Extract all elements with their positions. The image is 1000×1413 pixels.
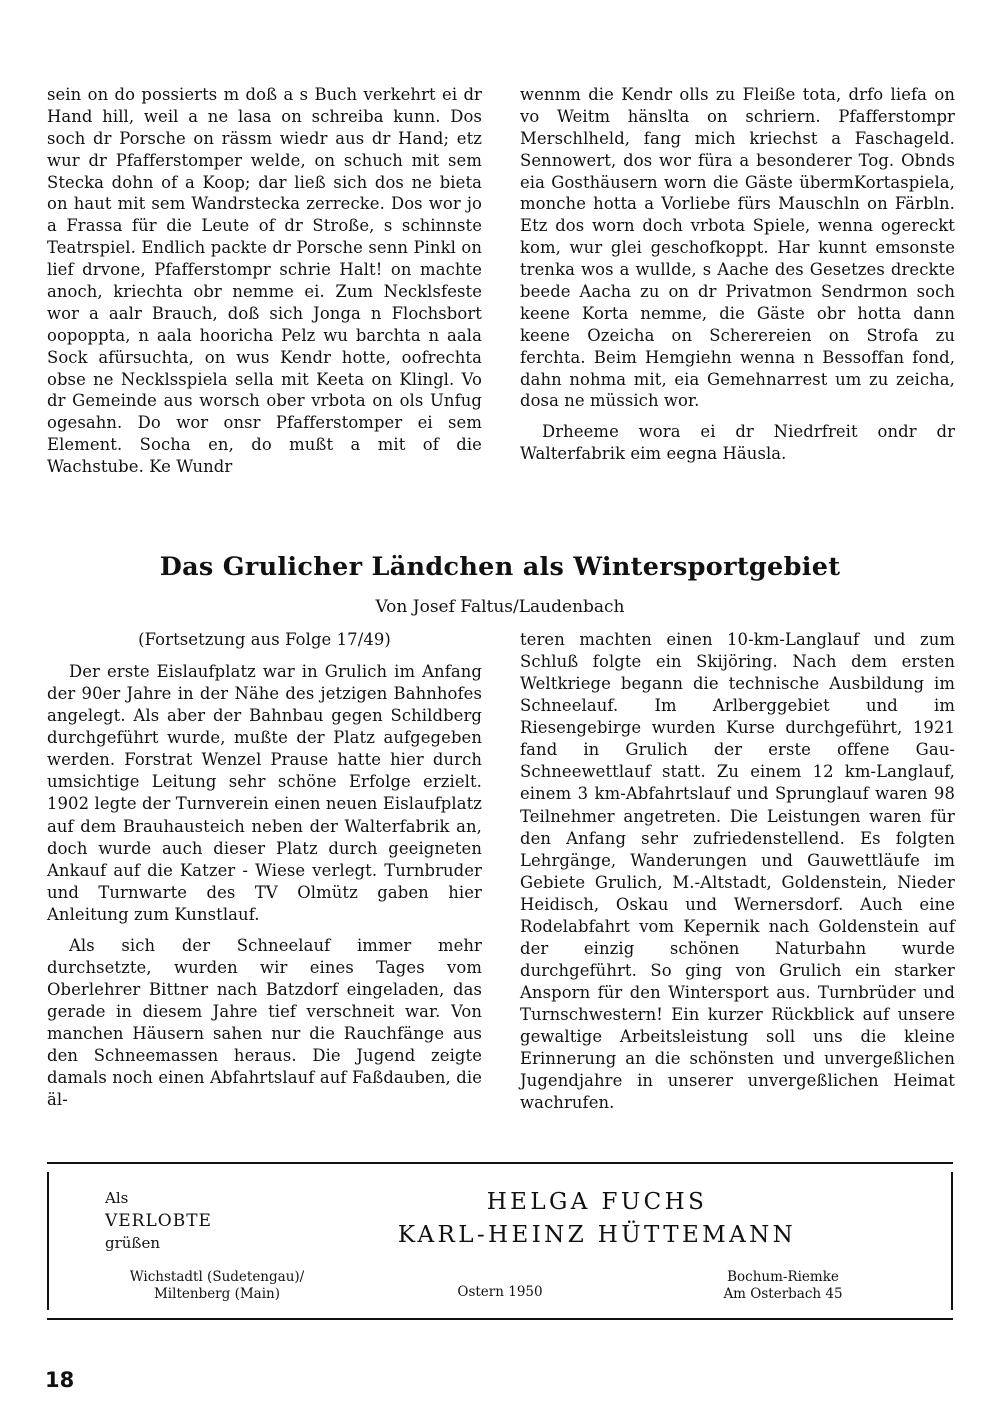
top-right-column [520,84,955,478]
article-left-column [47,629,482,1114]
address-left-line2: Miltenberg (Main) [153,1286,280,1303]
address-right-line1: Bochum-Riemke [727,1268,839,1285]
announcement-date: Ostern 1950 [457,1284,543,1301]
paragraph: teren machten einen 10-km-Langlauf und zum Schluß folgte ein Skijöring. Nach dem ersten Weltkriege begann die technische Ausbildung im Schneelauf. Im Arlberggebiet und im Riesengebirge wurden Kurse durchgeführt, 1921 fand in Grulich der erste offene Gau-Schneewettlauf statt. Zu einem 12 km-Langlauf, einem 3 km-Abfahrtslauf und Sprunglauf waren 98 Teilnehmer angetreten. Die Leistungen waren für den Anfang sehr zufriedenstellend. Es folgten Lehrgänge, Wanderungen und Gauwettläufe im Gebiete Grulich, M.-Altstadt, Goldenstein, Nieder Heidisch, Oskau und Wernersdorf. Auch eine Rodelabfahrt vom Kepernik nach Goldenstein auf der einzig schönen Naturbahn wurde durchgeführt. So ging von Grulich ein starker Ansporn für den Wintersport aus. Turnbrüder und Turnschwestern! Ein kurzer Rückblick auf unsere gewaltige Arbeitsleistung soll uns die kleine Erinnerung an die schönsten und unvergeßlichen Jugendjahre in unserer unvergeßlichen Heimat wachrufen. [520,630,955,1113]
paragraph: sein on do possierts m doß a s Buch verkehrt ei dr Hand hill, weil a ne lasa on schreiba kunn. Dos soch dr Porsche on rässm wiedr aus dr Hand; etz wur dr Pfafferstomper welde, on schuch mit sem Stecka dohn of a Koop; dar ließ sich dos ne bieta on haut mit sem Wandrstecka zerrecke. Dos wor jo a Frassa für die Leute of dr Stroße, s schinnste Teatrspiel. Endlich packte dr Porsche senn Pinkl on lief drvone, Pfafferstompr schrie Halt! on machte anoch, kriechta obr nemme ei. Zum Necklsfeste wor a aalr Brauch, doß sich Jonga n Flochsbort oopoppta, n aala hooricha Pelz wu barchta n aala Sock afürsuchta, on wus Kendr hotte, oofrechta obse ne Necklsspiela sella mit Keeta on Klingl. Vo dr Gemeinde aus worsch ober vrbota on ols Unfug ogesahn. Do wor onsr Pfafferstomper ei sem Element. Socha en, do mußt a mit of die Wachstube. Ke Wundr [47,85,482,477]
paragraph: wennm die Kendr olls zu Fleiße tota, drfo liefa on vo Weitm hänslta on schriern. Pfafferstompr Merschlheld, fang mich kriechst a Faschageld. Sennowert, dos wor füra a besonderer Tog. Obnds eia Gosthäusern worn die Gäste übermKortaspiela, monche hotta a Vorliebe fürs Mauschln on Färbln. Etz dos worn doch vrbota Spiele, wenna ogereckt kom, wur glei geschofkoppt. Har kunnt emsonste trenka wos a wullde, s Aache des Gesetzes dreckte beede Aacha zu on dr Privatmon Sendrmon soch keene Korta nemme, die Gäste obr hotta dann keene Ozeicha on Scherereien on Strofa zu ferchta. Beim Hemgiehn wenna n Bessoffan fond, dahn nohma mit, eia Gemehnarrest um zu zeicha, dosa ne müssich wor. [520,85,955,411]
page-number: 18 [45,1368,75,1392]
article-right-column [520,629,955,1114]
announcement-names [287,1186,907,1251]
announcement-footer [77,1269,923,1304]
engagement-announcement [47,1162,953,1320]
article-title: Das Grulicher Ländchen als Wintersportgebiet [159,552,841,582]
announcement-intro-line2: VERLOBTE [105,1211,212,1232]
top-left-column [47,84,482,478]
paragraph: Der erste Eislaufplatz war in Grulich im Anfang der 90er Jahre in der Nähe des jetzigen Bahnhofes angelegt. Als aber der Bahnbau gegen Schildberg durchgeführt wurde, mußte der Platz aufgegeben werden. Forstrat Wenzel Prause hatte hier durch umsichtige Leitung sehr schöne Erfolge erzielt. 1902 legte der Turnverein einen neuen Eislaufplatz auf dem Brauhausteich neben der Walterfabrik an, doch wurde auch dieser Platz durch geeigneten Ankauf auf die Katzer - Wiese verlegt. Turnbruder und Turnwarte des TV Olmütz gaben hier Anleitung zum Kunstlauf. [47,662,482,924]
article-text-block [47,629,955,1114]
paragraph: Drheeme wora ei dr Niedrfreit ondr dr Walterfabrik eim eegna Häusla. [520,422,955,464]
address-right-line2: Am Osterbach 45 [723,1286,843,1303]
continuation-note: (Fortsetzung aus Folge 17/49) [138,630,391,649]
announcement-address-right [643,1269,923,1304]
announcement-intro-line1: Als [105,1189,129,1207]
announcement-intro-line3: grüßen [105,1234,160,1253]
announcement-address-left [77,1269,357,1304]
top-text-block [47,84,955,478]
address-left-line1: Wichstadtl (Sudetengau)/ [129,1268,305,1285]
announcement-name-groom: KARL-HEINZ HÜTTEMANN [397,1221,797,1248]
announcement-name-bride: HELGA FUCHS [486,1189,708,1215]
article-byline: Von Josef Faltus/Laudenbach [375,597,625,617]
paragraph: Als sich der Schneelauf immer mehr durchsetzte, wurden wir eines Tages vom Oberlehrer Bittner nach Batzdorf eingeladen, das gerade in diesem Jahre tief verschneit war. Von manchen Häusern sahen nur die Rauchfänge aus den Schneemassen heraus. Die Jugend zeigte damals noch einen Abfahrtslauf auf Faßdauben, die äl- [47,935,482,1110]
announcement-intro [105,1188,212,1255]
